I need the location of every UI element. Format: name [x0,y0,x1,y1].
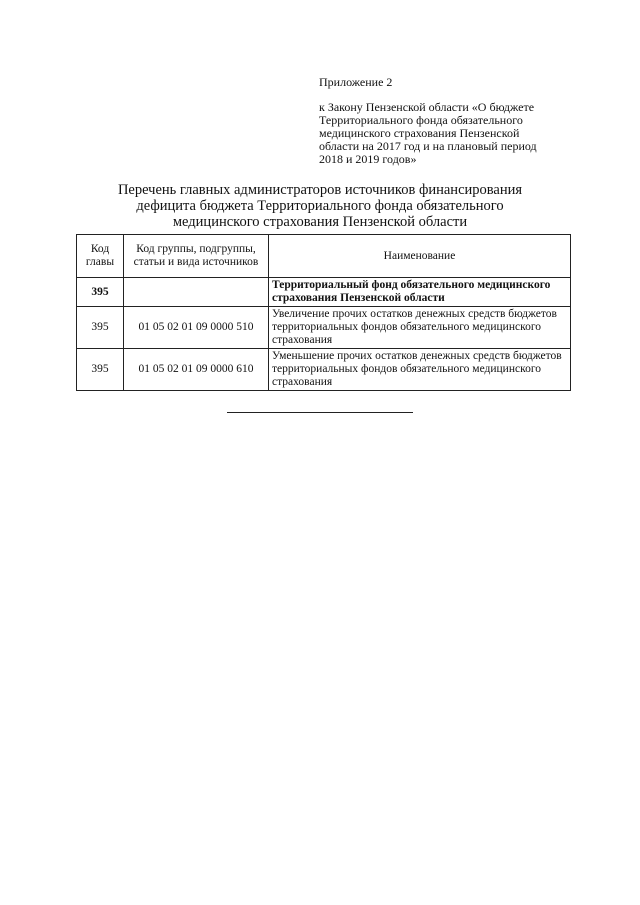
cell-chapter: 395 [77,278,124,307]
table-row [77,349,571,391]
appendix-line-2: Территориального фонда обязательного [319,113,523,127]
appendix-title: Приложение 2 [319,75,393,89]
appendix-block [319,76,579,166]
cell-chapter: 395 [77,349,124,391]
closing-rule [227,412,413,413]
document-title [70,182,570,230]
table-row [77,278,571,307]
appendix-line-5: 2018 и 2019 годов» [319,152,417,166]
cell-name: Увеличение прочих остатков денежных средств бюджетов территориальных фондов обязательного медицинского страхования [269,307,571,349]
cell-name: Уменьшение прочих остатков денежных средств бюджетов территориальных фондов обязательного медицинского страхования [269,349,571,391]
table-header-row [77,235,571,278]
appendix-line-3: медицинского страхования Пензенской [319,126,520,140]
title-line-3: медицинского страхования Пензенской области [172,214,468,230]
cell-code [124,278,269,307]
header-code-chapter: Код главы [77,235,124,278]
header-name: Наименование [269,235,571,278]
title-line-1: Перечень главных администраторов источников финансирования [117,182,523,198]
appendix-line-4: области на 2017 год и на плановый период [319,139,537,153]
header-code-group: Код группы, подгруппы, статьи и вида источников [124,235,269,278]
cell-code: 01 05 02 01 09 0000 610 [124,349,269,391]
title-line-2: дефицита бюджета Территориального фонда обязательного [136,198,504,214]
cell-code: 01 05 02 01 09 0000 510 [124,307,269,349]
sources-table [76,234,571,391]
cell-name: Территориальный фонд обязательного медицинского страхования Пензенской области [269,278,571,307]
cell-chapter: 395 [77,307,124,349]
table-row [77,307,571,349]
appendix-line-1: к Закону Пензенской области «О бюджете [319,100,535,114]
